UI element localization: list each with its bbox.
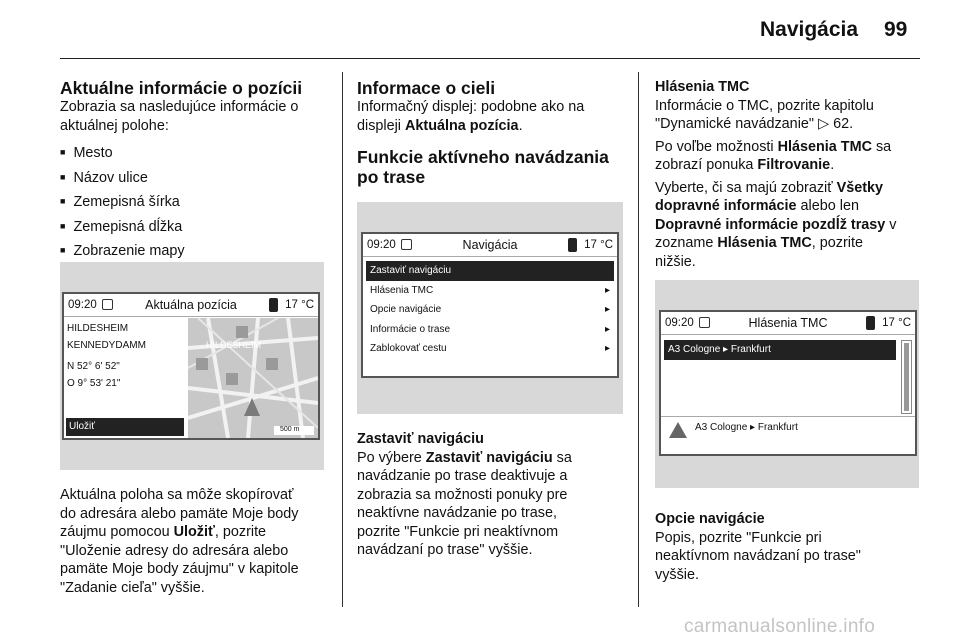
screen-title: Hlásenia TMC — [748, 316, 828, 330]
menu-item-route-info[interactable] — [366, 320, 614, 340]
para-line: "Zadanie cieľa" vyššie. — [60, 579, 205, 596]
para-line — [655, 216, 930, 235]
all-info-term: dopravné informácie — [655, 198, 797, 214]
thermometer-icon — [866, 316, 875, 330]
screen-title: Navigácia — [462, 238, 518, 252]
para-line: pamäte Moje body záujmu" v kapitole — [60, 561, 299, 577]
para-line: zobrazia sa možnosti ponuky pre — [357, 486, 568, 503]
longitude-text: O 9° 53' 21" — [67, 378, 121, 389]
filter-term: Filtrovanie — [757, 157, 831, 173]
page-reference-icon: ▷ — [818, 116, 830, 132]
menu-item-label: Opcie navigácie — [370, 304, 442, 315]
tmc-term: Hlásenia TMC — [777, 138, 872, 155]
para-line — [655, 179, 930, 198]
tmc-item-label: A3 Cologne ▸ Frankfurt — [668, 344, 771, 355]
watermark: carmanualsonline.info — [684, 616, 876, 637]
column-3 — [655, 78, 930, 271]
para-text: displeji — [357, 117, 405, 134]
para-line: Informačný displej: podobne ako na — [357, 99, 585, 115]
column-2-lower — [357, 430, 632, 560]
para-text: Po výbere — [357, 449, 426, 466]
current-position-term: Aktuálna pozícia — [405, 117, 519, 134]
subsection-heading: Opcie navigácie — [655, 511, 765, 527]
map-graphic — [188, 318, 318, 438]
para-line — [357, 117, 632, 136]
bullet-item: ■ Názov ulice — [60, 166, 332, 191]
chevron-right-icon: ▸ — [604, 304, 610, 315]
para-text: "Dynamické navádzanie" — [655, 116, 818, 132]
subsection-heading: Hlásenia TMC — [655, 79, 750, 95]
para-text: sa — [871, 138, 892, 155]
menu-item-label: Zablokovať cestu — [370, 343, 447, 354]
para-text: Vyberte, či sa majú zobraziť — [655, 179, 837, 196]
screen-title: Aktuálna pozícia — [145, 298, 237, 312]
para-line: do adresára alebo pamäte Moje body — [60, 505, 299, 522]
screen-top-bar — [363, 234, 617, 256]
page-number: 99 — [884, 18, 908, 41]
save-button[interactable]: Uložiť — [66, 418, 184, 436]
para-line: navádzanie po trase deaktivuje a — [357, 468, 568, 484]
para-text: . — [830, 157, 835, 173]
page-header-title: Navigácia — [760, 18, 859, 41]
intro-line: aktuálnej polohe: — [60, 117, 169, 134]
thermometer-icon — [568, 238, 577, 252]
para-text: . — [518, 117, 523, 134]
para-line: "Uloženie adresy do adresára alebo — [60, 542, 289, 559]
menu-item-label: Zastaviť navigáciu — [370, 265, 452, 276]
screen-navigation-menu — [361, 232, 619, 378]
tmc-detail-text: A3 Cologne ▸ Frankfurt — [695, 422, 798, 433]
para-line: Popis, pozrite "Funkcie pri — [655, 529, 822, 546]
para-text: zozname — [655, 235, 718, 251]
map-city-label: HILDESHEIM — [206, 340, 262, 350]
map-view[interactable] — [188, 318, 318, 438]
screen-divider — [64, 316, 318, 317]
para-text: sa — [552, 449, 572, 466]
screen-temperature: 17 °C — [285, 299, 314, 311]
para-line: neaktívnom navádzaní po trase" — [655, 548, 861, 564]
screen-temperature: 17 °C — [882, 317, 911, 329]
para-line: neaktívne navádzanie po trase, — [357, 505, 558, 521]
para-text: záujmu pomocou — [60, 524, 174, 540]
section-heading: po trase — [357, 167, 426, 187]
column-divider-2 — [638, 72, 639, 607]
column-divider-1 — [342, 72, 343, 607]
chevron-right-icon: ▸ — [604, 323, 610, 335]
tmc-term: Hlásenia TMC — [717, 235, 812, 251]
para-line — [655, 234, 930, 253]
header-rule — [60, 58, 920, 59]
bullet-list — [60, 141, 332, 264]
page-reference[interactable]: 62. — [833, 116, 854, 132]
para-line — [655, 197, 930, 216]
scrollbar[interactable] — [901, 340, 912, 414]
screen-divider — [661, 334, 915, 335]
thermometer-icon — [269, 298, 278, 312]
intro-line: Zobrazia sa nasledujúce informácie o — [60, 99, 299, 115]
para-text: v — [885, 216, 897, 233]
para-text: zobrazí ponuka — [655, 157, 758, 173]
stop-navigation-term: Zastaviť navigáciu — [425, 449, 553, 466]
section-heading: Informace o cieli — [357, 78, 496, 98]
column-1-paragraph — [60, 486, 335, 597]
para-line: Informácie o TMC, pozrite kapitolu — [655, 97, 874, 114]
screen-tmc-messages — [659, 310, 917, 456]
map-scale: 500 m — [280, 426, 300, 433]
all-info-term: Všetky — [836, 179, 884, 196]
screen-divider — [661, 416, 915, 417]
screen-top-bar — [64, 294, 318, 316]
save-term: Uložiť — [173, 524, 215, 540]
chevron-right-icon: ▸ — [604, 284, 610, 296]
section-heading: Funkcie aktívneho navádzania — [357, 147, 609, 167]
para-line — [655, 138, 930, 157]
menu-list — [363, 257, 617, 359]
bullet-item: ■ Zemepisná šírka — [60, 190, 332, 215]
para-line: vyššie. — [655, 566, 699, 583]
position-info — [64, 320, 184, 392]
menu-item-block-road[interactable] — [366, 339, 614, 359]
screen-top-bar — [661, 312, 915, 334]
menu-item-label: Hlásenia TMC — [370, 284, 434, 296]
para-line — [655, 156, 930, 175]
para-text: alebo len — [796, 198, 859, 214]
screen-time: 09:20 — [68, 299, 97, 311]
menu-item-stop-navigation[interactable] — [366, 261, 614, 281]
section-heading: Aktuálne informácie o pozícii — [60, 78, 303, 98]
screen-temperature: 17 °C — [584, 239, 613, 251]
para-text: , pozrite — [214, 524, 267, 540]
subsection-heading: Zastaviť navigáciu — [357, 431, 484, 447]
bullet-item: ■ Zobrazenie mapy — [60, 239, 332, 264]
para-line — [60, 523, 335, 542]
screen-time: 09:20 — [665, 317, 694, 329]
para-line — [655, 115, 930, 134]
menu-item-label: Informácie o trase — [370, 323, 451, 335]
screen-current-position — [62, 292, 320, 440]
traffic-warning-icon — [669, 422, 687, 438]
menu-item-tmc-messages[interactable] — [366, 281, 614, 301]
column-1 — [60, 78, 332, 264]
tmc-list-item[interactable] — [664, 340, 896, 360]
city-text: HILDESHEIM — [67, 323, 129, 334]
route-info-term: Dopravné informácie pozdĺž trasy — [655, 216, 886, 233]
para-line: pozrite "Funkcie pri neaktívnom — [357, 523, 559, 540]
street-text: KENNEDYDAMM — [67, 340, 146, 351]
scrollbar-thumb[interactable] — [904, 343, 909, 411]
latitude-text: N 52° 6' 52" — [67, 361, 120, 372]
bullet-item: ■ Zemepisná dĺžka — [60, 215, 332, 240]
bullet-item: ■ Mesto — [60, 141, 332, 166]
para-line: navádzaní po trase" vyššie. — [357, 542, 533, 558]
para-line: Aktuálna poloha sa môže skopírovať — [60, 487, 294, 503]
chevron-right-icon: ▸ — [604, 343, 610, 354]
para-text: , pozrite — [811, 235, 863, 251]
column-3-lower — [655, 510, 930, 584]
para-line — [357, 449, 632, 468]
column-2 — [357, 78, 632, 187]
para-line: nižšie. — [655, 253, 696, 270]
menu-item-navigation-options[interactable] — [366, 300, 614, 320]
screen-time: 09:20 — [367, 239, 396, 251]
para-text: Po voľbe možnosti — [655, 138, 778, 155]
